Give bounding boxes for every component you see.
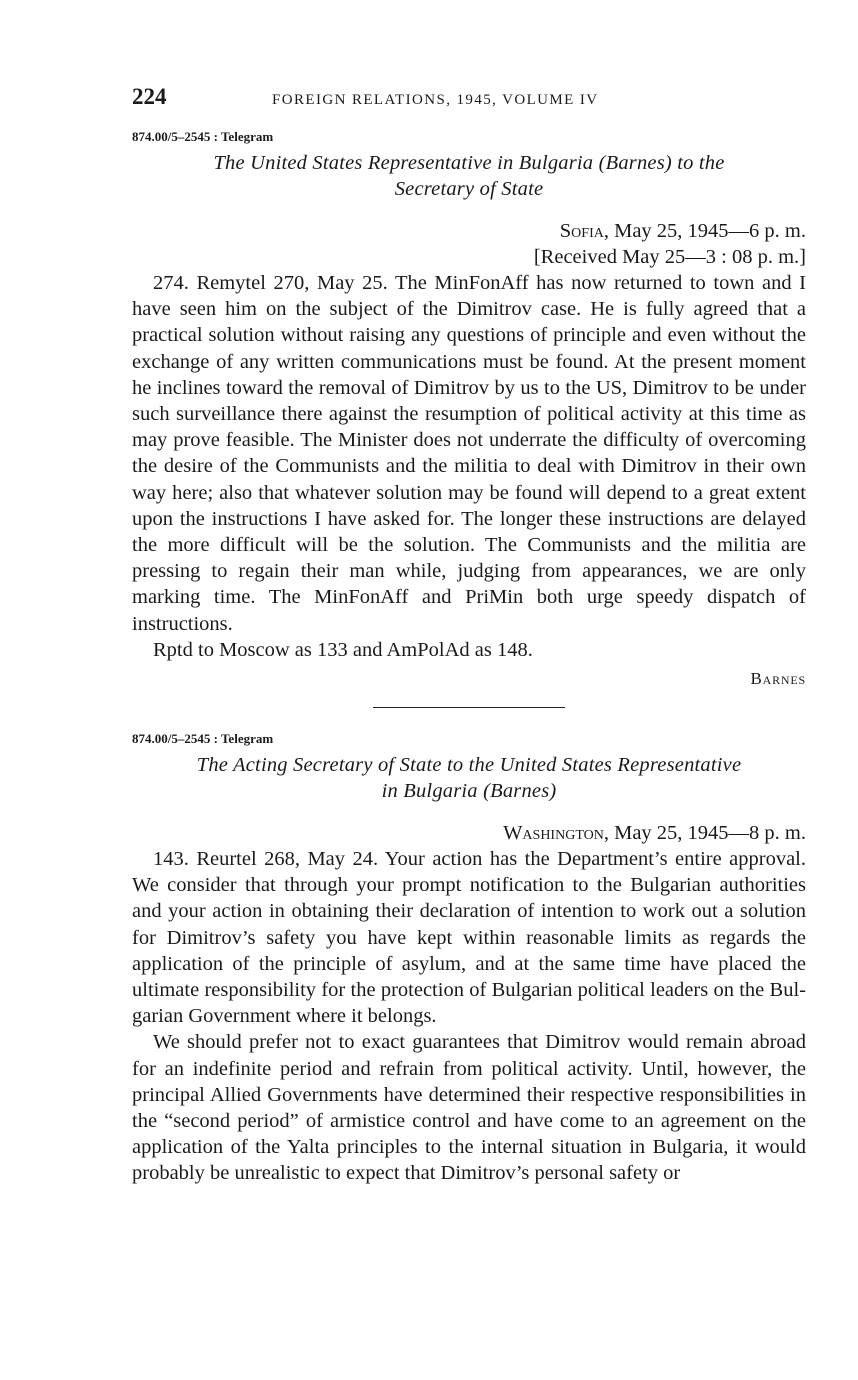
dateline-date: , May 25, 1945—6 p. m. (603, 220, 806, 242)
dateline-date: , May 25, 1945—8 p. m. (603, 822, 806, 845)
title-line: The United States Representative in Bulgaria (Barnes) to the (213, 152, 725, 174)
telegram-1 (132, 128, 806, 689)
signature: Barnes (750, 669, 806, 689)
telegram-title (132, 752, 806, 804)
paragraph: We should prefer not to exact guarantees that Dimitrov would remain abroad for an indefinite period and refrain from political activity. Until, however, the principal Allied Governments have determined their respective responsibilities in the “second period” of armistice control and have come to an agreement on the application of the Yalta principles to the internal situation in Bulgaria, it would probably be unrealistic to expect that Dimitrov’s personal safety or (132, 1031, 806, 1185)
telegram-2 (132, 730, 806, 1187)
file-reference: 874.00/5–2545 : Telegram (132, 731, 274, 747)
title-line: in Bulgaria (Barnes) (381, 780, 557, 803)
section-divider (373, 707, 565, 708)
telegram-title (132, 150, 806, 202)
file-reference: 874.00/5–2545 : Telegram (132, 129, 274, 144)
paragraph: 274. Remytel 270, May 25. The MinFonAff has now returned to town and I have seen him on the subject of the Dimitrov case. He is fully agreed that a practical solution without raising any questions of principle and even without the exchange of any written communications must be found. At the present moment he inclines toward the removal of Dimitrov by us to the US, Dimitrov to be under such surveillance there against the resumption of political activity at this time as may prove feasible. The Minister does not underrate the difficulty of overcoming the desire of the Communists and the militia to deal with Dimitrov in their own way here; also that whatever solution may be found will depend to a great extent upon the instructions I have asked for. The longer these instructions are delayed the more difficult will be the solution. The Communists and the militia are pressing to regain their man while, judging from appearances, we are only marking time. The MinFonAff and PriMin both urge speedy dispatch of instructions. (132, 272, 806, 635)
title-line: Secretary of State (394, 178, 544, 200)
title-line: The Acting Secretary of State to the United States Representative (196, 754, 742, 777)
paragraph: 143. Reurtel 268, May 24. Your action has the Department’s entire approval. We consider that through your prompt notification to the Bulgarian authorities and your action in obtaining their declaration of intention to work out a solution for Dimitrov’s safety you have kept within reasonable limits as regards the application of the principle of asylum, and at the same time have placed the ultimate responsibility for the protection of Bulgarian political leaders on the Bulgarian Government where it belongs. (132, 848, 806, 1028)
dateline-place: Washington (503, 822, 604, 845)
running-head: FOREIGN RELATIONS, 1945, VOLUME IV (272, 92, 599, 108)
dateline (132, 218, 806, 244)
page-number: 224 (132, 84, 167, 109)
document-page (132, 84, 806, 1187)
dateline (132, 820, 806, 846)
dateline-place: Sofia (559, 220, 604, 242)
page-header (132, 84, 806, 114)
paragraph: Rptd to Moscow as 133 and AmPolAd as 148. (153, 638, 533, 661)
received-line: [Received May 25—3 : 08 p. m.] (533, 246, 806, 268)
